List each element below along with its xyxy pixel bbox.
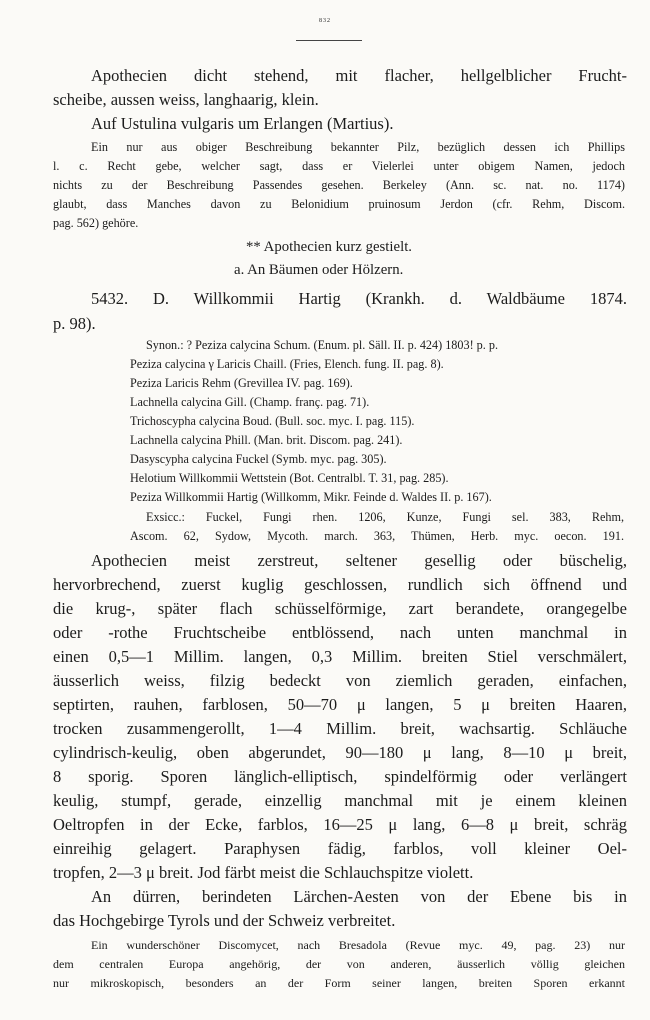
description-line: äusserlich weiss, filzig bedeckt von ziemlich geraden, einfachen, <box>53 671 627 690</box>
synonym-line: Lachnella calycina Gill. (Champ. franç. pag. 71). <box>130 395 370 409</box>
synonym-line: Synon.: ? Peziza calycina Schum. (Enum. pl. Säll. II. p. 424) 1803! p. p. <box>146 338 499 352</box>
description-line: septirten, rauhen, farblosen, 50—70 μ langen, 5 μ breiten Haaren, <box>53 695 627 714</box>
section-heading: ** Apothecien kurz gestielt. <box>246 239 413 255</box>
description-line: trocken zusammengerollt, 1—4 Millim. breit, wachsartig. Schläuche <box>53 719 627 738</box>
exsiccatae-line: Exsicc.: Fuckel, Fungi rhen. 1206, Kunze, Fungi sel. 383, Rehm, <box>146 510 624 524</box>
body-line: Apothecien dicht stehend, mit flacher, hellgelblicher Frucht- <box>91 66 627 85</box>
description-line: hervorbrechend, zuerst kuglig geschlossen, rundlich sich öffnend und <box>53 575 627 594</box>
species-heading-cont: p. 98). <box>53 314 96 333</box>
synonym-line: Helotium Willkommii Wettstein (Bot. Centralbl. T. 31, pag. 285). <box>130 471 449 485</box>
synonym-line: Peziza Willkommii Hartig (Willkomm, Mikr. Feinde d. Waldes II. p. 167). <box>130 490 492 504</box>
description-line: oder -rothe Fruchtscheibe entblössend, nach unten manchmal in <box>53 623 627 642</box>
description-line: Apothecien meist zerstreut, seltener gesellig oder büschelig, <box>91 551 627 570</box>
description-line: 8 sporig. Sporen länglich-elliptisch, spindelförmig oder verlängert <box>53 767 627 786</box>
subsection-heading: a. An Bäumen oder Hölzern. <box>234 262 404 278</box>
note-line: Ein nur aus obiger Beschreibung bekannter Pilz, bezüglich dessen ich Phillips <box>91 140 625 154</box>
species-heading: 5432. D. Willkommii Hartig (Krankh. d. Waldbäume 1874. <box>91 289 627 308</box>
synonym-line: Trichoscypha calycina Boud. (Bull. soc. myc. I. pag. 115). <box>130 414 415 428</box>
synonym-line: Dasyscypha calycina Fuckel (Symb. myc. pag. 305). <box>130 452 387 466</box>
note-line: pag. 562) gehöre. <box>53 216 139 230</box>
exsiccatae-line: Ascom. 62, Sydow, Mycoth. march. 363, Thümen, Herb. myc. oecon. 191. <box>130 529 624 543</box>
body-line: scheibe, aussen weiss, langhaarig, klein. <box>53 90 319 109</box>
body-line: Auf Ustulina vulgaris um Erlangen (Martius). <box>91 114 394 133</box>
synonym-line: Peziza calycina γ Laricis Chaill. (Fries, Elench. fung. II. pag. 8). <box>130 357 444 371</box>
note-line: l. c. Recht gebe, welcher sagt, dass er Vielerlei unter obigem Namen, jedoch <box>53 159 625 173</box>
note-line: glaubt, dass Manches davon zu Belonidium pruinosum Jerdon (cfr. Rehm, Discom. <box>53 197 625 211</box>
page-number: 832 <box>319 18 331 24</box>
note-line: nur mikroskopisch, besonders an der Form seiner langen, breiten Sporen erkannt <box>53 976 625 990</box>
note-line: nichts zu der Beschreibung Passendes gesehen. Berkeley (Ann. sc. nat. no. 1174) <box>53 178 625 192</box>
synonym-line: Peziza Laricis Rehm (Grevillea IV. pag. 169). <box>130 376 353 390</box>
description-line: tropfen, 2—3 μ breit. Jod färbt meist die Schlauchspitze violett. <box>53 863 474 882</box>
description-line: keulig, stumpf, gerade, einzellig manchmal mit je einem kleinen <box>53 791 627 810</box>
description-line: Oeltropfen in der Ecke, farblos, 16—25 μ lang, 6—8 μ breit, schräg <box>53 815 627 834</box>
habitat-line: An dürren, berindeten Lärchen-Aesten von der Ebene bis in <box>91 887 627 906</box>
note-line: dem centralen Europa angehörig, der von anderen, äusserlich völlig gleichen <box>53 957 625 971</box>
description-line: die krug-, später flach schüsselförmige, zart berandete, orangegelbe <box>53 599 627 618</box>
synonym-line: Lachnella calycina Phill. (Man. brit. Discom. pag. 241). <box>130 433 403 447</box>
description-line: einen 0,5—1 Millim. langen, 0,3 Millim. breiten Stiel verschmälert, <box>53 647 627 666</box>
header-rule <box>296 40 362 41</box>
description-line: einreihig gelagert. Paraphysen fädig, farblos, voll kleiner Oel- <box>53 839 627 858</box>
habitat-line: das Hochgebirge Tyrols und der Schweiz verbreitet. <box>53 911 396 930</box>
note-line: Ein wunderschöner Discomycet, nach Bresadola (Revue myc. 49, pag. 23) nur <box>91 938 625 952</box>
description-line: cylindrisch-keulig, oben abgerundet, 90—180 μ lang, 8—10 μ breit, <box>53 743 627 762</box>
